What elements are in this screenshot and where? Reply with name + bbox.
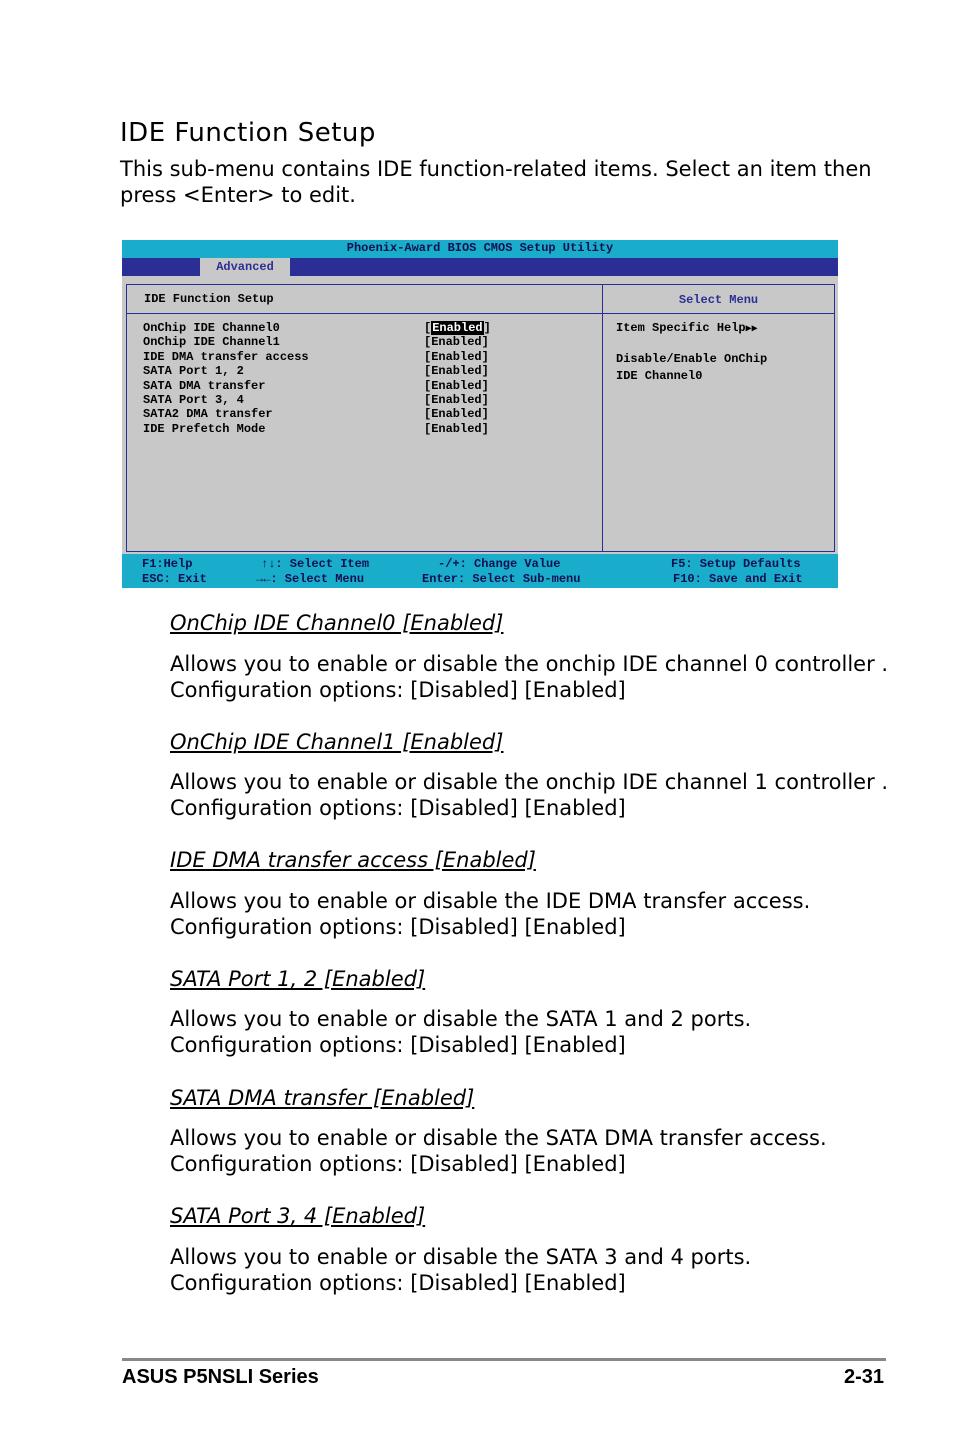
section-title: IDE Function Setup <box>120 118 376 148</box>
help-panel-title: Select Menu <box>678 293 759 307</box>
option-config-line: Configuration options: [Disabled] [Enabled] <box>170 796 626 820</box>
option-title: SATA Port 1, 2 [Enabled] <box>170 967 426 991</box>
bios-screenshot <box>122 240 838 588</box>
bios-item-label[interactable]: SATA2 DMA transfer <box>143 407 273 422</box>
footer-product-name: ASUS P5NSLI Series <box>122 1366 319 1388</box>
option-description <box>170 1006 850 1058</box>
help-text: Disable/Enable OnChip <box>616 352 768 366</box>
option-description <box>170 651 889 703</box>
option-description <box>170 769 889 821</box>
key-esc-exit: ESC: Exit <box>142 572 207 586</box>
bios-item-labels <box>143 321 423 436</box>
panel-title: IDE Function Setup <box>144 292 274 306</box>
option-desc-line: Allows you to enable or disable the SATA 1 and 2 ports. <box>170 1007 752 1031</box>
bios-item-value[interactable]: [Enabled] <box>424 407 489 422</box>
bios-item-value[interactable]: [Enabled] <box>424 335 489 350</box>
footer-divider <box>122 1358 886 1361</box>
key-select-item: ↑↓: Select Item <box>261 557 370 571</box>
left-right-arrow-icon: →← <box>256 572 271 586</box>
bios-item-values <box>424 321 504 436</box>
key-select-menu: →←: Select Menu <box>256 572 365 586</box>
option-title: IDE DMA transfer access [Enabled] <box>170 848 536 872</box>
help-text: IDE Channel0 <box>616 369 703 383</box>
key-f1-help: F1:Help <box>142 557 193 571</box>
bios-item-label[interactable]: OnChip IDE Channel1 <box>143 335 280 350</box>
bios-menu-bar <box>122 258 838 276</box>
option-config-line: Configuration options: [Disabled] [Enabled] <box>170 678 626 702</box>
option-config-line: Configuration options: [Disabled] [Enabled] <box>170 1033 626 1057</box>
bios-item-value[interactable]: [Enabled] <box>424 349 489 364</box>
bios-item-label[interactable]: SATA Port 1, 2 <box>143 364 244 379</box>
option-title: OnChip IDE Channel1 [Enabled] <box>170 730 504 754</box>
bios-title-bar: Phoenix-Award BIOS CMOS Setup Utility <box>122 240 838 258</box>
option-desc-line: Allows you to enable or disable the onchip IDE channel 0 controller . <box>170 652 889 676</box>
key-f10-save: F10: Save and Exit <box>673 572 803 586</box>
option-config-line: Configuration options: [Disabled] [Enabled] <box>170 1152 626 1176</box>
bios-item-label[interactable]: IDE Prefetch Mode <box>143 421 266 436</box>
key-sub-menu: Enter: Select Sub-menu <box>422 572 581 586</box>
tab-advanced[interactable]: Advanced <box>200 258 290 276</box>
key-f5-defaults: F5: Setup Defaults <box>671 557 801 571</box>
bios-item-label[interactable]: SATA Port 3, 4 <box>143 392 244 407</box>
option-description <box>170 1244 850 1296</box>
bios-item-value[interactable]: [Enabled] <box>424 378 489 393</box>
option-title: SATA DMA transfer [Enabled] <box>170 1086 475 1110</box>
help-content <box>616 320 767 385</box>
bios-item-value[interactable]: [Enabled] <box>424 421 489 436</box>
option-description <box>170 888 850 940</box>
selected-value[interactable]: Enabled <box>432 321 483 335</box>
bios-item-label[interactable]: OnChip IDE Channel0 <box>143 321 280 335</box>
bios-item-value[interactable]: [Enabled] <box>424 364 489 379</box>
help-heading: Item Specific Help▶▶ <box>616 321 758 335</box>
double-arrow-right-icon: ▶▶ <box>745 324 758 335</box>
option-desc-line: Allows you to enable or disable the SATA DMA transfer access. <box>170 1126 827 1150</box>
intro-line: press <Enter> to edit. <box>120 183 356 207</box>
option-config-line: Configuration options: [Disabled] [Enabled] <box>170 1271 626 1295</box>
option-description <box>170 1125 850 1177</box>
section-intro <box>120 156 872 208</box>
option-desc-line: Allows you to enable or disable the SATA 3 and 4 ports. <box>170 1245 752 1269</box>
option-title: OnChip IDE Channel0 [Enabled] <box>170 611 504 635</box>
bios-item-value-selected[interactable]: [Enabled] <box>424 321 491 335</box>
bios-help-panel <box>602 284 835 552</box>
bios-settings-panel <box>126 284 603 552</box>
key-change-value: -/+: Change Value <box>438 557 561 571</box>
bios-item-label[interactable]: IDE DMA transfer access <box>143 349 309 364</box>
bios-item-label[interactable]: SATA DMA transfer <box>143 378 266 393</box>
bios-key-legend <box>122 554 838 588</box>
intro-line: This sub-menu contains IDE function-related items. Select an item then <box>120 157 872 181</box>
option-config-line: Configuration options: [Disabled] [Enabled] <box>170 915 626 939</box>
option-title: SATA Port 3, 4 [Enabled] <box>170 1204 426 1228</box>
option-desc-line: Allows you to enable or disable the onchip IDE channel 1 controller . <box>170 770 889 794</box>
footer-page-number: 2-31 <box>843 1366 884 1388</box>
bios-item-value[interactable]: [Enabled] <box>424 392 489 407</box>
up-down-arrow-icon: ↑↓ <box>261 557 276 571</box>
option-desc-line: Allows you to enable or disable the IDE DMA transfer access. <box>170 889 811 913</box>
